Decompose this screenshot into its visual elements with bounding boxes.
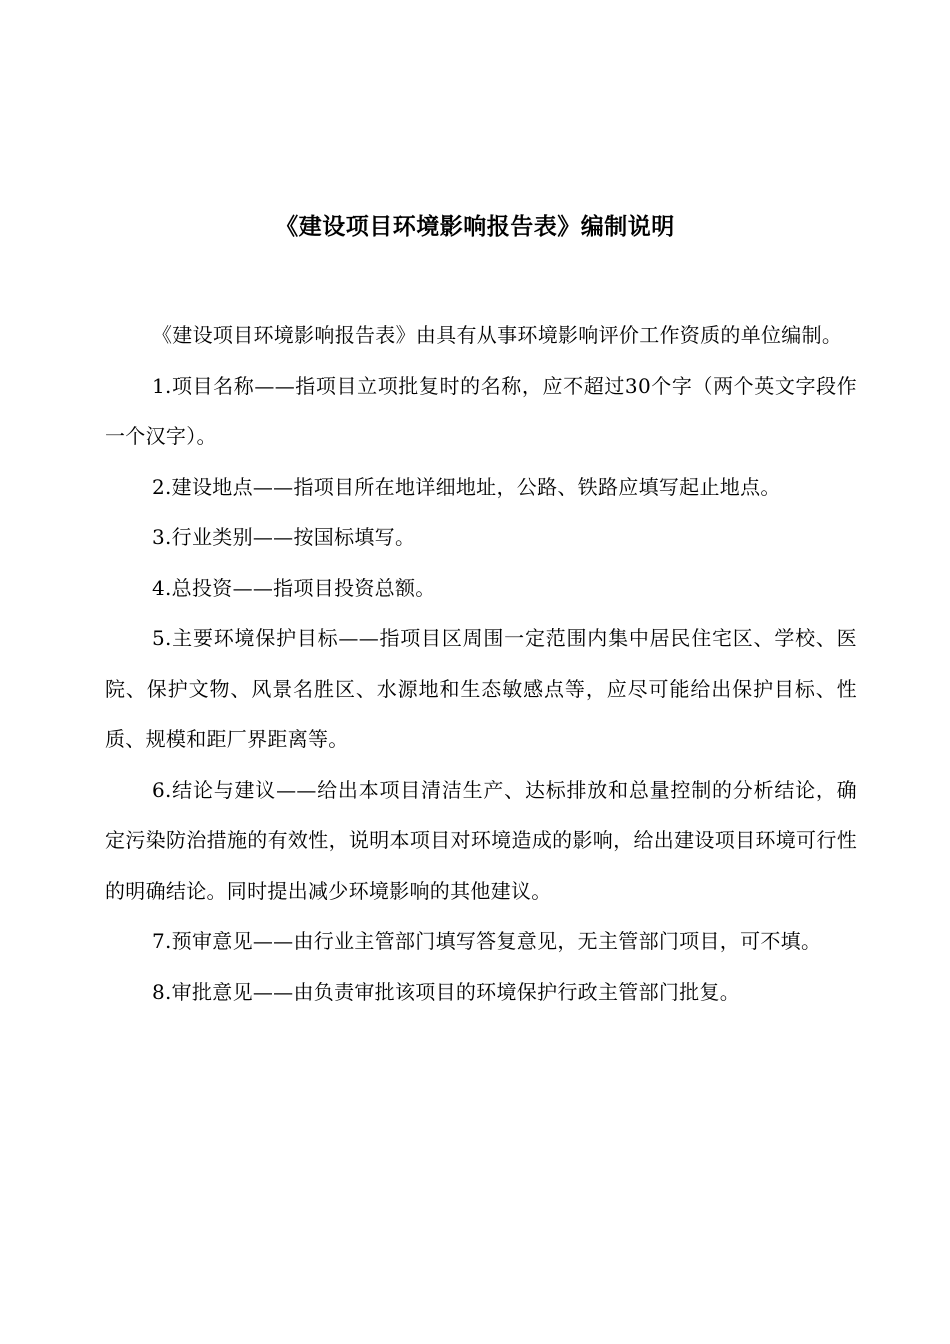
item-conclusions: 6.结论与建议——给出本项目清洁生产、达标排放和总量控制的分析结论，确定污染防治措施的有效性，说明本项目对环境造成的影响，给出建设项目环境可行性的明确结论。同时提出减少环境影响的其他建议。 — [105, 777, 857, 903]
document-body — [105, 310, 857, 1017]
item-project-name: 1.项目名称——指项目立项批复时的名称，应不超过30个字（两个英文字段作一个汉字）。 — [105, 373, 857, 448]
item-protection-targets: 5.主要环境保护目标——指项目区周围一定范围内集中居民住宅区、学校、医院、保护文物、风景名胜区、水源地和生态敏感点等，应尽可能给出保护目标、性质、规模和距厂界距离等。 — [105, 626, 857, 751]
item-construction-site: 2.建设地点——指项目所在地详细地址，公路、铁路应填写起止地点。 — [152, 474, 781, 499]
item-preliminary-review: 7.预审意见——由行业主管部门填写答复意见，无主管部门项目，可不填。 — [152, 929, 822, 953]
item-approval-opinion: 8.审批意见——由负责审批该项目的环境保护行政主管部门批复。 — [152, 979, 741, 1004]
intro-paragraph: 《建设项目环境影响报告表》由具有从事环境影响评价工作资质的单位编制。 — [152, 323, 843, 347]
document-title: 《建设项目环境影响报告表》编制说明 — [275, 214, 675, 240]
item-industry-category: 3.行业类别——按国标填写。 — [152, 525, 416, 549]
item-total-investment: 4.总投资——指项目投资总额。 — [152, 575, 436, 600]
